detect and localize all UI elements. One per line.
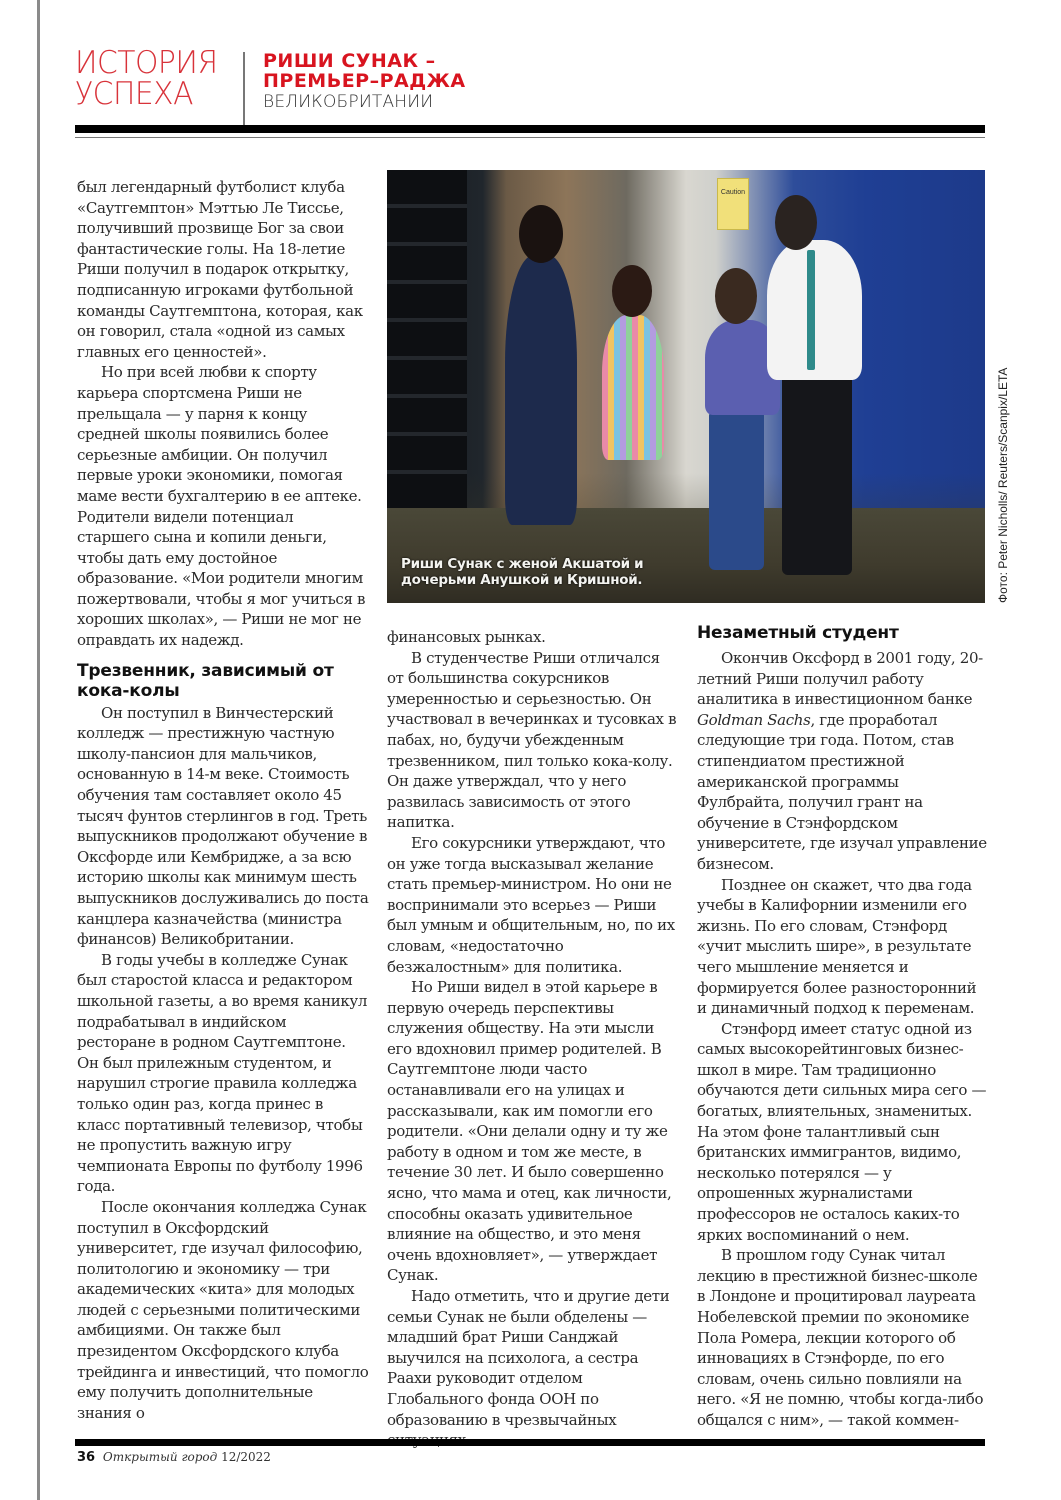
photo-person-sunak-legs: [782, 370, 852, 575]
page-header: [75, 45, 985, 128]
photo-caption-line-2: дочерьми Анушкой и Кришной.: [401, 572, 643, 588]
photo-person-daughter-2-legs: [709, 410, 764, 570]
photo-tire-stack: [387, 170, 467, 550]
paragraph-text: Окончив Оксфорд в 2001 году, 20-летний Риши получил работу аналитика в инвестиционном банке: [697, 649, 983, 709]
paragraph: Он поступил в Винчестерский колледж — престижную частную школу-пансион для мальчиков, основанную в 14-м веке. Стоимость обучения там составляет около 45 тысяч фунтов стерлингов в год. Треть выпускников продолжают обучение в Оксфорде или Кембридже, а за всю историю школы как минимум шесть выпускников дослуживались до поста канцлера казначейства (министра финансов) Великобритании.: [77, 703, 369, 949]
article-column-3: [697, 648, 987, 1431]
photo-person-sunak-head: [775, 195, 817, 250]
paragraph: Его сокурсники утверждают, что он уже тогда высказывал желание стать премьер-министром. Но они не воспринимали это всерьез — Риши был умным и общительным, но, по их словам, «недостаточно безжалостным» для политика.: [387, 833, 675, 976]
paragraph: Стэнфорд имеет статус одной из самых высокорейтинговых бизнес-школ в мире. Там традиционно обучаются дети сильных мира сего — богатых, влиятельных, знаменитых. На этом фоне талантливый сын британских иммигрантов, видимо, несколько потерялся — у опрошенных журналистами профессоров не осталось каких-то ярких воспоминаний о нем.: [697, 1019, 987, 1244]
goldman-sachs-italic: Goldman Sachs: [697, 710, 811, 729]
paragraph: Но Риши видел в этой карьере в первую очередь перспективы служения обществу. На эти мысли его вдохновил пример родителей. В Саутгемптоне люди часто останавливали его на улицах и рассказывали, как им помогли его родители. «Они делали одну и ту же работу в одном и том же месте, в течение 30 лет. И было совершенно ясно, что мама и отец, как личности, способны оказать удивительное влияние на общество, и это меня очень вдохновляет», — утверждает Сунак.: [387, 978, 672, 1285]
paragraph: был легендарный футболист клуба «Саутгемптон» Мэттью Ле Тиссье, получивший прозвище Бог за свои фантастические голы. На 18-летие Риши получил в подарок открытку, подписанную игроками футбольной команды Саутгемптона, которая, как он говорил, стала «одной из самых главных его ценностей».: [77, 178, 363, 361]
photo-caption-line-1: Риши Сунак с женой Акшатой и: [401, 556, 644, 572]
headline-line-3: ВЕЛИКОБРИТАНИИ: [263, 92, 434, 112]
section-title-line-2: УСПЕХА: [75, 76, 193, 112]
page-number: 36: [77, 1450, 96, 1465]
section-title-line-1: ИСТОРИЯ: [75, 45, 218, 81]
paragraph-text: , где проработал следующие три года. Потом, став стипендиатом престижной американской программы Фулбрайта, получил грант на обучение в Стэнфордском университете, где изучал управление бизнесом.: [697, 710, 987, 873]
photo-person-wife: [505, 255, 577, 525]
paragraph: В годы учебы в колледже Сунак был старостой класса и редактором школьной газеты, а во время каникул подрабатывал в индийском ресторане в родном Саутгемптоне. Он был прилежным студентом, и нарушил строгие правила колледжа только один раз, когда принес в класс портативный телевизор, чтобы не пропустить важную игру чемпионата Европы по футболу 1996 года.: [77, 950, 368, 1196]
paragraph: [697, 648, 987, 875]
subheading-teetotaler: Трезвенник, зависимый от кока-колы: [77, 660, 334, 701]
paragraph: Позднее он скажет, что два года учебы в Калифорнии изменили его жизнь. По его словам, Стэнфорд «учит мыслить шире», в результате чего мышление меняется и формируется более разносторонний и динамичный подход к переменам.: [697, 875, 977, 1018]
photo-caution-sign: [717, 178, 749, 230]
paragraph: В прошлом году Сунак читал лекцию в престижной бизнес-школе в Лондоне и процитировал лауреата Нобелевской премии по экономике Пола Ромера, лекции которого об инновациях в Стэнфорде, по его словам, очень сильно повлияли на него. «Я не помню, чтобы когда-либо общался с ним», — такой коммен-: [697, 1246, 984, 1429]
headline-line-2: ПРЕМЬЕР–РАДЖА: [263, 70, 466, 92]
paragraph: Надо отметить, что и другие дети семьи Сунак не были обделены — младший брат Риши Санджай выучился на психолога, а сестра Раахи руководит отделом Глобального фонда ООН по образованию в чрезвычайных: [387, 1287, 670, 1429]
family-photo: [387, 170, 985, 603]
photo-person-wife-head: [519, 205, 563, 263]
photo-credit: Фото: Peter Nicholls/ Reuters/Scanpix/LETA: [996, 367, 1010, 603]
article-column-2: [387, 627, 679, 1451]
photo-person-daughter-1: [602, 315, 664, 460]
page-edge-border: [37, 0, 40, 1500]
article-column-1: [77, 177, 369, 1423]
paragraph: После окончания колледжа Сунак поступил в Оксфордский университет, где изучал философию, политологию и экономику — три академических «кита» для молодых людей с серьезными политическими амбициями. Он также был президентом Оксфордского клуба трейдинга и инвестиций, что помогло ему получить дополнительные знания о: [77, 1197, 369, 1422]
header-rule-thick: [75, 125, 985, 133]
page-footer: [77, 1450, 271, 1465]
paragraph: Но при всей любви к спорту карьера спортсмена Риши не прельщала — у парня к концу средней школы появились более серьезные амбиции. Он получил первые уроки экономики, помогая маме вести бухгалтерию в ее аптеке. Родители видели потенциал старшего сына и копили деньги, чтобы дать ему достойное образование. «Мои родители многим пожертвовали, чтобы я мог учиться в хороших школах», — Риши не мог не оправдать их надежд.: [77, 363, 366, 650]
section-title: [75, 45, 224, 112]
footer-rule: [75, 1439, 985, 1446]
photo-caption: [401, 556, 643, 588]
article-headline: [263, 51, 466, 113]
subheading-unnoticed-student: Незаметный студент: [697, 623, 899, 643]
caution-sign-text: Caution: [720, 189, 746, 196]
paragraph: финансовых рынках.: [387, 628, 546, 646]
photo-person-daughter-1-head: [612, 265, 652, 317]
header-divider: [243, 52, 245, 130]
headline-line-1: РИШИ СУНАК –: [263, 50, 436, 72]
magazine-name: Открытый город: [102, 1450, 218, 1464]
photo-person-sunak-tie: [807, 250, 815, 370]
header-rule-thin: [75, 137, 985, 138]
paragraph: В студенчестве Риши отличался от большинства сокурсников умеренностью и серьезностью. Он участвовал в вечеринках и тусовках в пабах, но, будучи убежденным трезвенником, пил только кока-колу. Он даже утверждал, что у него развилась зависимость от этого напитка.: [387, 648, 677, 832]
photo-person-daughter-2-head: [715, 268, 757, 324]
issue-number: 12/2022: [221, 1450, 271, 1464]
